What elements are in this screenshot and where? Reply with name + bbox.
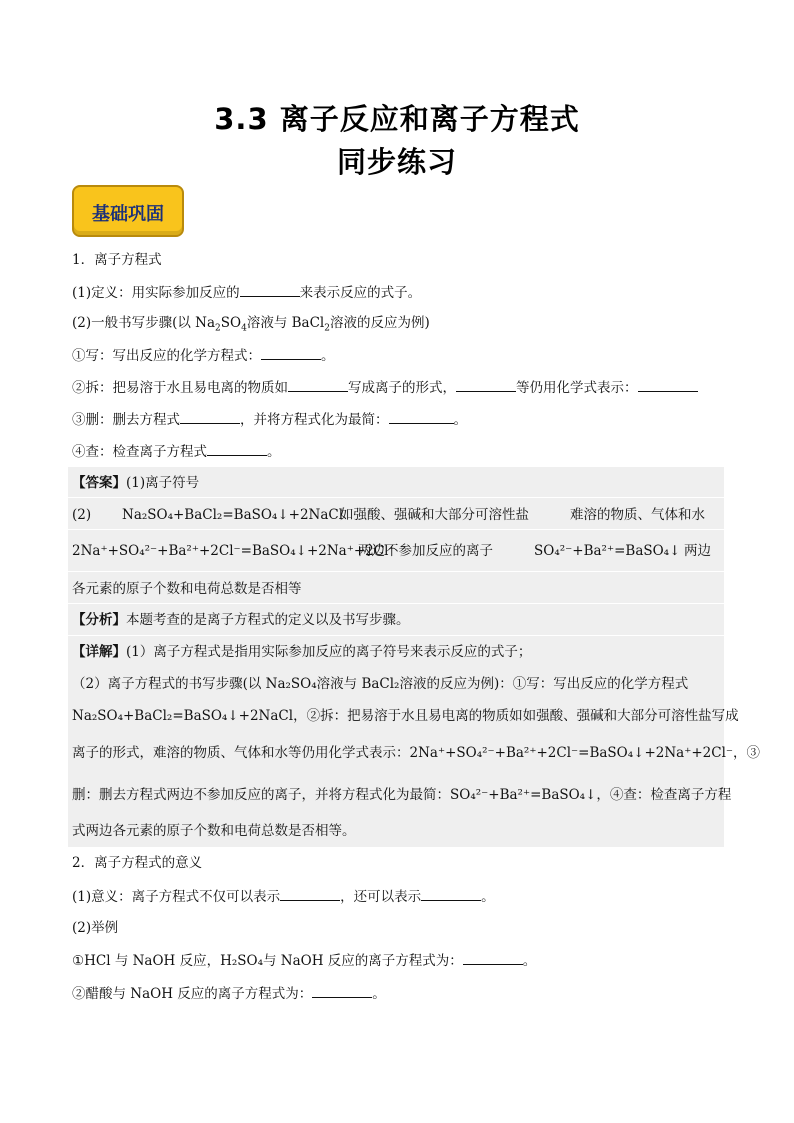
answer-line-2	[72, 505, 712, 525]
answer-blank[interactable]	[180, 409, 240, 424]
answer-blank[interactable]	[456, 377, 516, 392]
detail-line-5: 删：删去方程式两边不参加反应的离子，并将方程式化为最简：SO₄²⁻+Ba²⁺=BaSO₄↓，④查：检查离子方程	[72, 787, 732, 803]
section-badge	[72, 185, 184, 237]
q2-meaning	[72, 886, 495, 907]
answer-blank[interactable]	[240, 282, 300, 297]
answer-both-sides: 两边	[684, 543, 711, 559]
answer-label: 【答案】	[72, 475, 126, 491]
step-check-text: ④查：检查离子方程式	[72, 444, 207, 460]
q1-steps-formula: SO	[220, 315, 242, 331]
q2-example-1	[72, 950, 536, 971]
q2-meaning-text: (1)意义：离子方程式不仅可以表示	[72, 889, 281, 905]
q1-definition-text: (1)定义：用实际参加反应的	[72, 285, 240, 301]
step-delete-mid: ，并将方程式化为最简：	[240, 412, 389, 428]
answer-ionic-equation: 2Na⁺+SO₄²⁻+Ba²⁺+2Cl⁻=BaSO₄↓+2Na⁺+2Cl⁻	[72, 543, 396, 559]
answer-blank[interactable]	[261, 345, 321, 360]
analysis-label: 【分析】	[72, 612, 126, 628]
detail-text-1: (1）离子方程式是指用实际参加反应的离子符号来表示反应的式子；	[126, 644, 532, 660]
step-delete-tail: 。	[453, 412, 467, 428]
q2-example-2	[72, 983, 386, 1004]
step-delete-text: ③删：删去方程式	[72, 412, 180, 428]
page-title: 3.3 离子反应和离子方程式	[214, 102, 580, 136]
answer-blank[interactable]	[638, 377, 698, 392]
answer-blank[interactable]	[389, 409, 454, 424]
answer-net-equation: SO₄²⁻+Ba²⁺=BaSO₄↓	[534, 543, 681, 559]
q2-meaning-tail: 。	[481, 889, 495, 905]
answer-spectator-ions: 两边不参加反应的离子	[358, 543, 493, 559]
q2-meaning-mid: ，还可以表示	[340, 889, 422, 905]
q1-step-split	[72, 377, 698, 398]
q1-definition	[72, 282, 421, 303]
analysis-text: 本题考查的是离子方程式的定义以及书写步骤。	[126, 612, 410, 628]
answer-blank[interactable]	[207, 441, 267, 456]
q2-example-2-text: ②醋酸与 NaOH 反应的离子方程式为：	[72, 986, 313, 1002]
detail-line-1	[72, 642, 531, 662]
answer-equation: Na₂SO₄+BaCl₂=BaSO₄↓+2NaCl	[122, 507, 344, 523]
q1-heading: 1．离子方程式	[72, 252, 162, 268]
detail-line-6: 式两边各元素的原子个数和电荷总数是否相等。	[72, 823, 356, 839]
answer-soluble: 如强酸、强碱和大部分可溶性盐	[340, 507, 529, 523]
q2-heading: 2．离子方程式的意义	[72, 855, 203, 871]
q2-example-2-tail: 。	[372, 986, 386, 1002]
q2-example-heading: (2)举例	[72, 920, 119, 936]
answer-insoluble: 难溶的物质、气体和水	[570, 507, 705, 523]
detail-line-3: Na₂SO₄+BaCl₂=BaSO₄↓+2NaCl，②拆：把易溶于水且易电离的物质如如强酸、强碱和大部分可溶性盐写成	[72, 708, 739, 724]
answer-blank[interactable]	[280, 886, 340, 901]
answer-blank[interactable]	[288, 377, 348, 392]
answer-line-3	[72, 541, 712, 561]
q1-step-delete	[72, 409, 467, 430]
step-write-tail: 。	[321, 348, 335, 364]
detail-line-2: （2）离子方程式的书写步骤(以 Na₂SO₄溶液与 BaCl₂溶液的反应为例)：①写：写出反应的化学方程式	[72, 676, 689, 692]
q2-example-1-text: ①HCl 与 NaOH 反应，H₂SO₄与 NaOH 反应的离子方程式为：	[72, 953, 463, 969]
q2-example-1-tail: 。	[522, 953, 537, 969]
section-badge-label: 基础巩固	[92, 204, 164, 225]
page-subtitle: 同步练习	[336, 145, 457, 179]
q1-step-write	[72, 345, 335, 366]
step-split-text: ②拆：把易溶于水且易电离的物质如	[72, 380, 288, 396]
detail-line-4: 离子的形式，难溶的物质、气体和水等仍用化学式表示：2Na⁺+SO₄²⁻+Ba²⁺+2Cl⁻=BaSO₄↓+2Na⁺+2Cl⁻，③	[72, 745, 761, 761]
step-split-mid2: 等仍用化学式表示：	[516, 380, 638, 396]
answer-line-1	[72, 473, 199, 493]
answer-blank[interactable]	[463, 950, 523, 965]
analysis-line	[72, 610, 410, 630]
answer-part-1: (1)离子符号	[126, 475, 200, 491]
answer-part-2-num: (2)	[72, 507, 92, 523]
q1-definition-tail: 来表示反应的式子。	[299, 285, 422, 301]
answer-blank[interactable]	[312, 983, 372, 998]
step-write-text: ①写：写出反应的化学方程式：	[72, 348, 261, 364]
q1-steps-text2: 溶液与 BaCl	[246, 315, 325, 331]
answer-line-4: 各元素的原子个数和电荷总数是否相等	[72, 581, 302, 597]
answer-blank[interactable]	[421, 886, 481, 901]
q1-steps-text: (2)一般书写步骤(以 Na	[72, 315, 216, 331]
detail-label: 【详解】	[72, 644, 126, 660]
step-check-tail: 。	[267, 444, 281, 460]
q1-steps-tail: 溶液的反应为例)	[330, 315, 430, 331]
q1-steps: (2)一般书写步骤(以 $Na_2SO_4$溶液与 BaCl$_2$溶液的反应为例)	[72, 315, 430, 334]
step-split-mid: 写成离子的形式，	[348, 380, 456, 396]
q1-step-check	[72, 441, 281, 462]
